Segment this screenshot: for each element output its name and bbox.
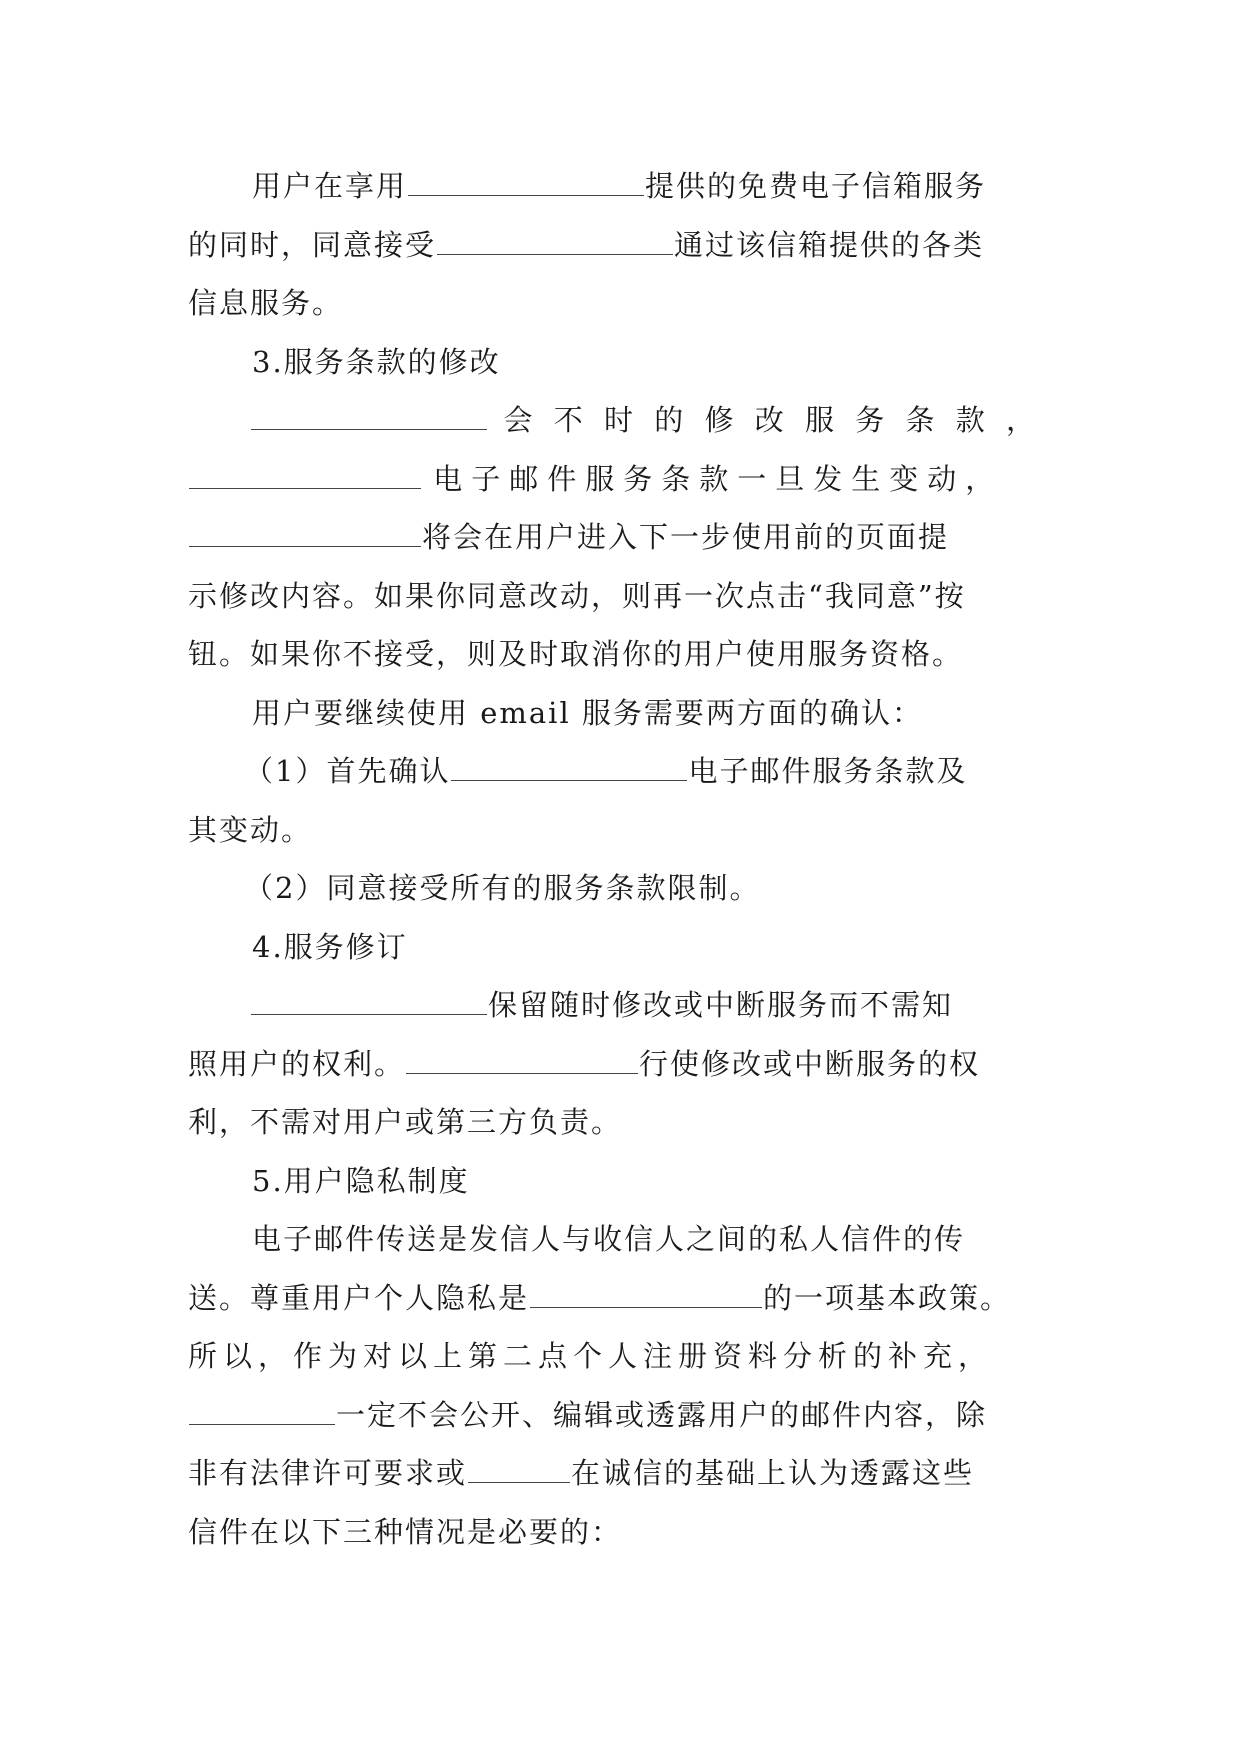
text-run: 将会在用户进入下一步使用前的页面提 (422, 520, 950, 554)
text-run: 通过该信箱提供的各类 (674, 227, 985, 262)
fill-blank (251, 1000, 487, 1015)
text-run: 信息服务。 (188, 286, 344, 320)
text-run: 示修改内容。如果你同意改动，则再一次点击“我同意”按 (188, 578, 966, 613)
fill-blank (251, 415, 487, 430)
text-run: 钮。如果你不接受，则及时取消你的用户使用服务资格。 (188, 637, 964, 671)
paragraph-line (188, 976, 1052, 1035)
text-run: 送。尊重用户个人隐私是 (188, 1280, 530, 1315)
paragraph-line (188, 1503, 1052, 1562)
text-run: 信件在以下三种情况是必要的： (188, 1514, 623, 1549)
paragraph-line (188, 684, 1052, 743)
text-run: 提供的免费电子信箱服务 (645, 169, 987, 203)
text-run: 电子邮件服务条款一旦发生变动， (433, 461, 1004, 496)
fill-blank (408, 181, 644, 196)
fill-blank (530, 1293, 762, 1308)
text-run: 用户在享用 (252, 169, 408, 203)
section-heading (188, 1152, 1052, 1211)
heading-text: 5.用户隐私制度 (252, 1163, 470, 1198)
paragraph-line (188, 1386, 1052, 1445)
paragraph-line (188, 859, 1052, 918)
fill-blank (189, 1410, 335, 1425)
text-run: 保留随时修改或中断服务而不需知 (488, 988, 954, 1022)
text-run: 电子邮件传送是发信人与收信人之间的私人信件的传 (252, 1222, 966, 1256)
document-page (188, 157, 1052, 1561)
paragraph-line (188, 391, 1052, 450)
fill-blank (189, 532, 421, 547)
text-run: 其变动。 (188, 812, 313, 847)
paragraph-line (188, 801, 1052, 860)
paragraph-line (188, 216, 1052, 275)
paragraph-line (188, 1269, 1052, 1328)
fill-blank (406, 1059, 638, 1074)
section-heading (188, 333, 1052, 392)
paragraph-line (188, 508, 1052, 567)
paragraph-line (188, 1035, 1052, 1094)
text-run: 所以，作为对以上第二点个人注册资料分析的补充， (188, 1339, 994, 1373)
fill-blank (451, 766, 687, 781)
fill-blank (468, 1468, 570, 1483)
fill-blank (189, 474, 421, 489)
paragraph-line (188, 274, 1052, 333)
paragraph-line (188, 450, 1052, 509)
fill-blank (437, 240, 673, 255)
text-run: 用户要继续使用 email 服务需要两方面的确认： (252, 695, 923, 730)
paragraph-line (188, 1327, 1052, 1386)
text-run: 一定不会公开、编辑或透露用户的邮件内容，除 (336, 1397, 988, 1432)
heading-text: 3.服务条款的修改 (252, 344, 501, 379)
paragraph-line (188, 157, 1052, 216)
text-run: 的同时，同意接受 (188, 227, 437, 262)
text-run: 利，不需对用户或第三方负责。 (188, 1105, 623, 1139)
paragraph-line (188, 1093, 1052, 1152)
text-run: 在诚信的基础上认为透露这些 (571, 1456, 975, 1490)
paragraph-line (188, 567, 1052, 626)
section-heading (188, 918, 1052, 977)
text-run: 行使修改或中断服务的权 (639, 1046, 981, 1081)
text-run: 非有法律许可要求或 (188, 1456, 468, 1490)
text-run: 会不时的修改服务条款， (503, 403, 1052, 437)
paragraph-line (188, 625, 1052, 684)
heading-text: 4.服务修订 (252, 929, 408, 964)
paragraph-line (188, 1210, 1052, 1269)
text-run: 的一项基本政策。 (763, 1280, 1012, 1315)
text-run: 照用户的权利。 (188, 1046, 406, 1081)
text-run: （1）首先确认 (244, 754, 451, 788)
text-run: （2）同意接受所有的服务条款限制。 (244, 871, 761, 905)
paragraph-line (188, 742, 1052, 801)
text-run: 电子邮件服务条款及 (688, 754, 968, 788)
paragraph-line (188, 1444, 1052, 1503)
